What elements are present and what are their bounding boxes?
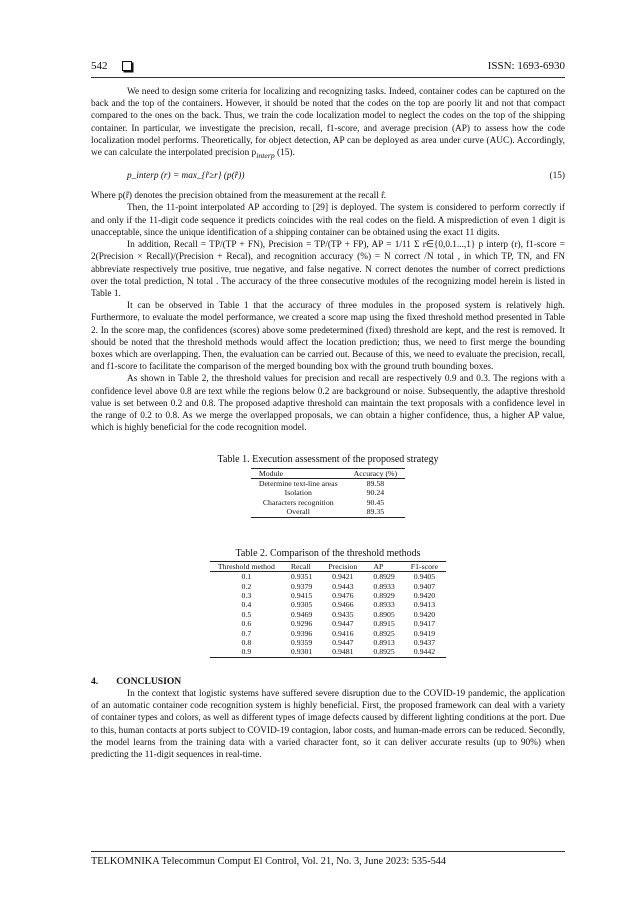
column-header: Precision — [320, 561, 365, 571]
page-number: 542 — [91, 60, 108, 72]
table-cell: 0.9417 — [413, 619, 436, 629]
running-header — [91, 58, 565, 74]
table-row — [210, 629, 446, 638]
table-cell: 0.8933 — [373, 581, 395, 591]
table-cell: 0.8915 — [373, 619, 395, 629]
paragraph-2: Where p(r̂) denotes the precision obtained from the measurement at the recall r̂. — [91, 191, 387, 202]
paragraph-3: Then, the 11-point interpolated AP according to [29] is deployed. The system is considered to perform correctly if and only if the 11-digit code sequence it predicts coincides with the real codes on the field. A misprediction of even 1 digit is unacceptable, since the unique identification of a shipping container can be obtained using the exact 11 digits. — [91, 203, 565, 238]
table-cell: 0.7 — [241, 628, 252, 638]
table-cell: 0.9476 — [332, 591, 354, 600]
table-cell: 0.9447 — [332, 638, 354, 648]
table-cell: 0.9481 — [320, 647, 365, 657]
column-header: F1-score — [403, 561, 446, 571]
column-header: AP — [365, 561, 402, 571]
table-cell: 0.9301 — [283, 647, 320, 657]
running-footer: TELKOMNIKA Telecommun Comput El Control, Vol. 21, No. 3, June 2023: 535-544 — [91, 856, 447, 867]
table-cell: 0.6 — [241, 619, 252, 629]
footer-divider — [91, 851, 565, 852]
paragraph-1: We need to design some criteria for localizing and recognizing tasks. Indeed, container codes can be captured on the back and the top of the containers. However, it should be noted that the codes on the top are poorly lit and not that compact compared to the ones on the back. Thus, we train the code localization model to neglect the codes on the top of the shipping container. In particular, we investigate the precision, recall, f1-score, and average precision (AP) to assess how the code localization model performs. Theoretically, for object detection, AP can be deployed as area under curve (AUC). Accordingly, we can calculate the interpolated precision $p_{interp}$ (15). — [91, 87, 565, 160]
table-cell: 0.9443 — [332, 581, 354, 591]
square-box-icon — [122, 61, 132, 71]
table-cell: 0.9296 — [290, 619, 313, 629]
table-cell: 0.8925 — [373, 628, 395, 638]
equation-15 — [127, 170, 565, 182]
conclusion-paragraph: In the context that logistic systems have suffered severe disruption due to the COVID-19 pandemic, the application of an automatic container code recognition system is highly beneficial. First, the proposed framework can deal with a variety of container types and colors, as well as different types of image defects caused by different lighting conditions at the port. Due to this, human contacts at ports subject to COVID-19 contagion, labor costs, and human-made errors can be reduced. Secondly, the model learns from the training data with a varied character font, so it can deliver accurate results (up to 90%) when predicting the 11-digit sequences in real-time. — [91, 689, 565, 761]
table-cell: 90.45 — [366, 497, 385, 507]
table-row — [210, 647, 446, 657]
table-cell: 0.9405 — [413, 572, 436, 582]
table-cell: 0.9416 — [332, 628, 354, 638]
table-2-title: Table 2. Comparison of the threshold methods — [235, 547, 421, 559]
table-cell: 0.9442 — [403, 647, 446, 657]
table-cell: Isolation — [284, 488, 312, 498]
table-1-title: Table 1. Execution assessment of the proposed strategy — [217, 454, 439, 466]
table-row — [210, 619, 446, 628]
table-2 — [210, 561, 446, 658]
table-cell: 0.9419 — [413, 628, 436, 638]
equation-15-body: p_interp (r) = max_{r̂≥r} (p(r̂)) — [127, 171, 245, 182]
table-cell: Characters recognition — [262, 497, 334, 507]
table-row — [210, 582, 446, 591]
column-header: Accuracy (%) — [346, 468, 406, 478]
table-cell: 0.8905 — [373, 609, 395, 619]
table-cell: 0.9435 — [332, 609, 354, 619]
table-row — [251, 498, 405, 507]
table-cell: 89.35 — [346, 507, 406, 517]
table-cell: 0.9415 — [290, 591, 313, 600]
table-cell: Determine text-line areas — [258, 478, 338, 488]
table-cell: 89.58 — [366, 478, 385, 488]
table-cell: 0.8925 — [365, 647, 402, 657]
table-row — [210, 591, 446, 600]
table-cell: 0.9351 — [290, 572, 313, 582]
table-cell: 0.9305 — [290, 600, 313, 610]
section-title: CONCLUSION — [116, 675, 182, 687]
table-row — [251, 488, 405, 497]
column-header: Threshold method — [210, 561, 283, 571]
table-cell: 0.9420 — [413, 609, 436, 619]
table-cell: 0.8929 — [373, 572, 395, 582]
table-cell: 0.9421 — [332, 572, 354, 582]
table-cell: 0.2 — [241, 581, 252, 591]
issn: ISSN: 1693-6930 — [487, 60, 565, 72]
table-cell: 0.8929 — [373, 591, 395, 600]
column-header: Recall — [283, 561, 320, 571]
table-row — [210, 572, 446, 582]
table-row — [210, 610, 446, 619]
table-row — [251, 478, 405, 488]
header-divider — [91, 77, 565, 78]
table-cell: 0.4 — [241, 600, 252, 610]
table-cell: 0.8933 — [373, 600, 395, 610]
table-cell: 90.24 — [366, 488, 385, 498]
table-cell: 0.9413 — [413, 600, 436, 610]
table-row — [210, 600, 446, 609]
table-cell: 0.5 — [241, 609, 252, 619]
table-cell: 0.9379 — [290, 581, 313, 591]
section-number: 4. — [91, 675, 99, 687]
table-cell: 0.8913 — [373, 638, 395, 648]
table-cell: 0.9407 — [413, 581, 436, 591]
table-cell: 0.9437 — [413, 638, 436, 648]
table-1 — [251, 468, 405, 518]
table-cell: 0.9396 — [290, 628, 313, 638]
equation-15-number: (15) — [549, 171, 565, 182]
section-heading — [91, 676, 565, 688]
table-row — [210, 638, 446, 647]
paragraph-4: In addition, Recall = TP/(TP + FN), Precision = TP/(TP + FP), AP = 1/11 Σ r∈{0,0.1...,1} p interp (r), f1-score = 2(Precision × Recall)/(Precision + Recal), and recognition accuracy (%) = N correct /N total , in which TP, TN, and FN abbreviate respectively true positive, true negative, and false negative. N correct denotes the number of correct predictions over the total prediction, N total . The accuracy of the three consecutive modules of the recognizing model herein is listed in Table 1. — [91, 240, 565, 299]
table-cell: 0.9447 — [332, 619, 354, 629]
table-cell: 0.9469 — [290, 609, 313, 619]
table-cell: Overall — [251, 507, 346, 517]
column-header: Module — [251, 468, 346, 478]
paragraph-6: As shown in Table 2, the threshold values for precision and recall are respectively 0.9 and 0.3. The regions with a confidence level above 0.8 are text while the regions below 0.2 are background or noise. Subsequently, the adaptive threshold value is set between 0.2 and 0.8. The proposed adaptive threshold can maintain the text proposals with a confidence level in the range of 0.2 to 0.8. As we merge the overlapped proposals, we can obtain a higher confidence, thus, a higher AP value, which is highly beneficial for the code recognition model. — [91, 374, 565, 434]
table-cell: 0.9466 — [332, 600, 354, 610]
table-cell: 0.9420 — [413, 591, 436, 600]
body-text — [91, 86, 565, 761]
table-cell: 0.1 — [241, 572, 252, 582]
table-cell: 0.3 — [241, 591, 252, 600]
table-cell: 0.8 — [241, 638, 252, 648]
table-cell: 0.9 — [210, 647, 283, 657]
table-cell: 0.9359 — [290, 638, 313, 648]
table-row — [251, 507, 405, 517]
paragraph-5: It can be observed in Table 1 that the accuracy of three modules in the proposed system is relatively high. Furthermore, to evaluate the model performance, we created a score map using the fixed threshold method presented in Table 2. In the score map, the confidences (scores) above some predetermined (fixed) threshold are kept, and the rest is removed. It should be noted that the threshold methods would affect the location prediction; thus, we need to first merge the bounding boxes which are overlapping. Then, the evaluation can be carried out. Because of this, we need to evaluate the precision, recall, and f1-score to facilitate the comparison of the merged bounding box with the ground truth bounding boxes. — [91, 301, 565, 373]
